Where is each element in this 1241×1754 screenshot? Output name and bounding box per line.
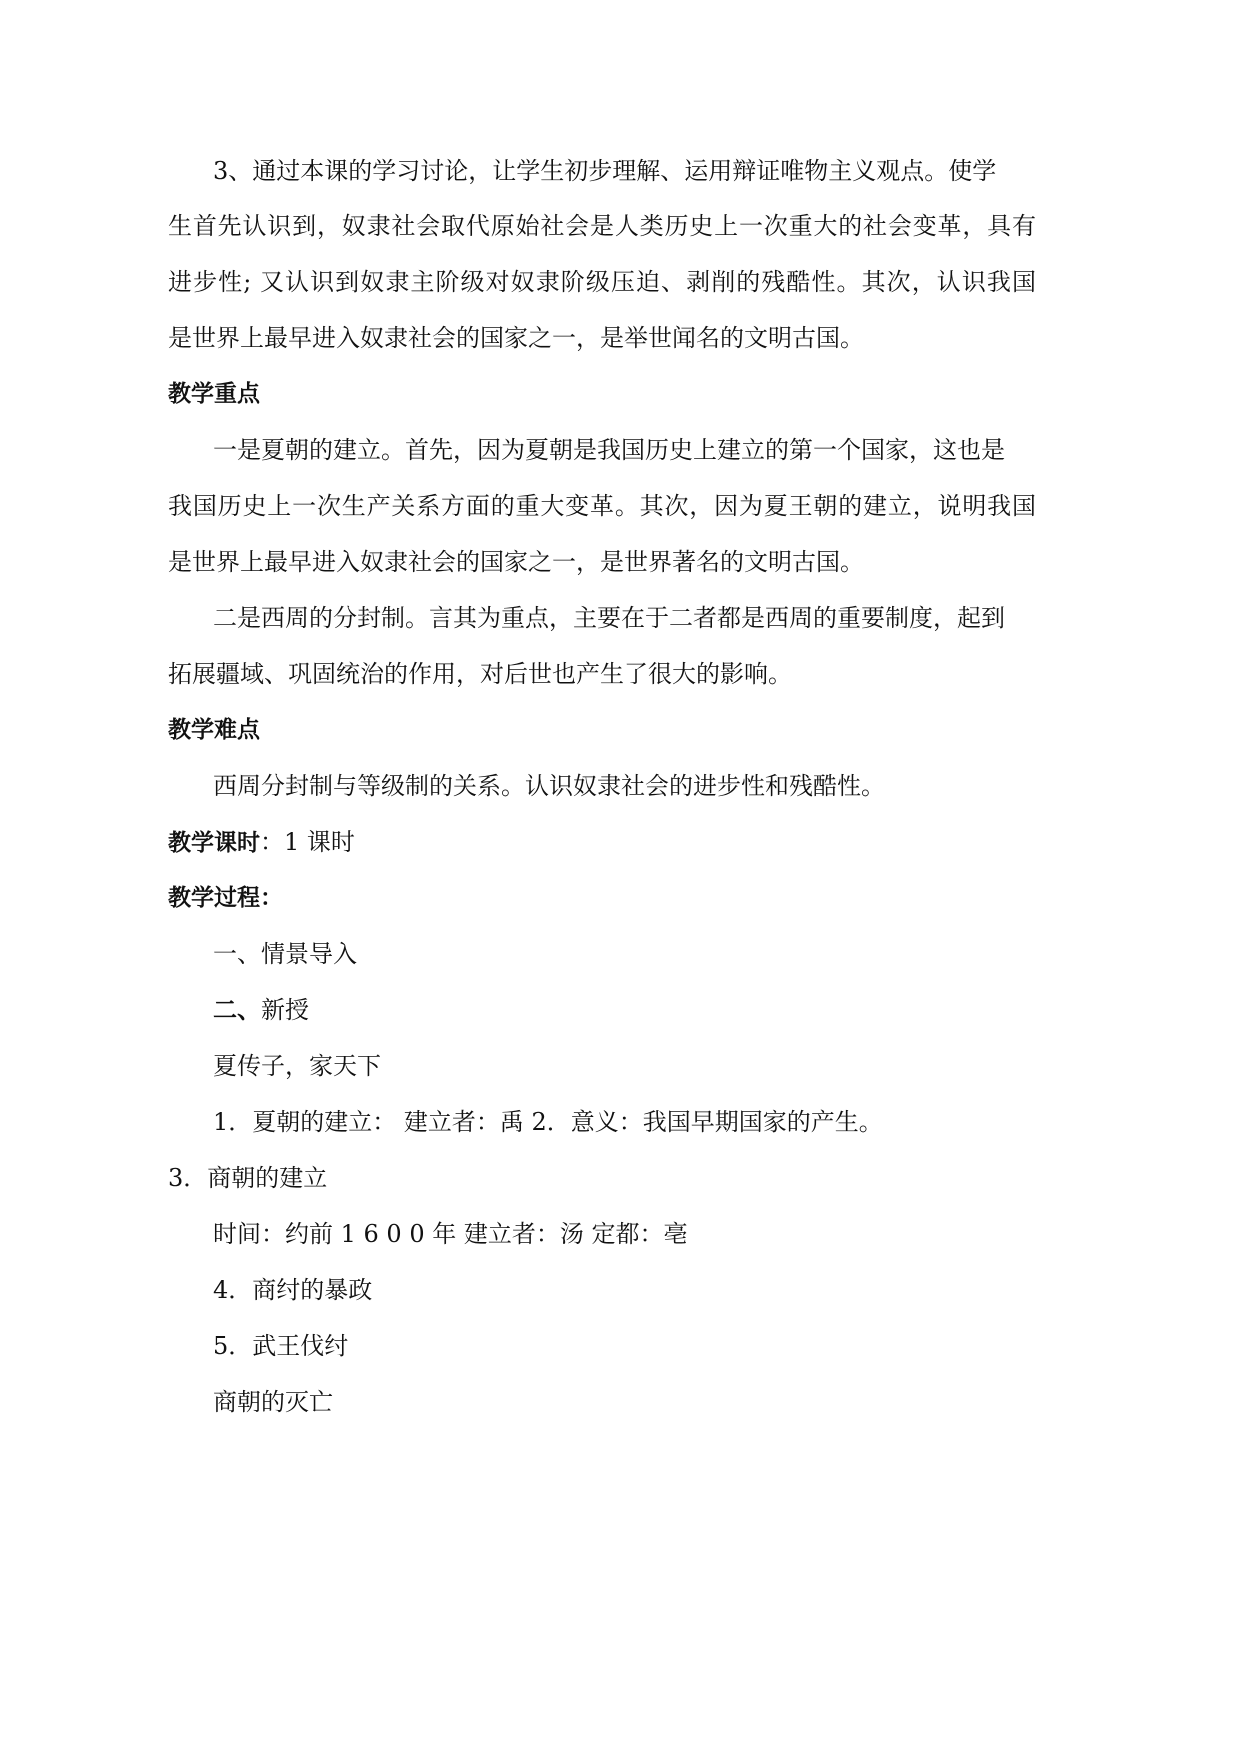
process-subtitle: 夏传子，家天下 — [213, 1052, 381, 1080]
key-point-1-line-2: 我国历史上一次生产关系方面的重大变革。其次，因为夏王朝的建立，说明我国 — [168, 492, 1036, 520]
key-point-1-line-1: 一是夏朝的建立。首先，因为夏朝是我国历史上建立的第一个国家，这也是 — [213, 436, 1005, 464]
key-point-1-line-3: 是世界上最早进入奴隶社会的国家之一，是世界著名的文明古国。 — [168, 548, 864, 576]
process-point-1: 1．夏朝的建立： 建立者：禹 2．意义：我国早期国家的产生。 — [213, 1108, 883, 1136]
key-points-heading: 教学重点 — [168, 381, 260, 407]
process-item-1: 一、情景导入 — [213, 940, 357, 968]
key-point-2-line-1: 二是西周的分封制。言其为重点，主要在于二者都是西周的重要制度，起到 — [213, 604, 1005, 632]
key-point-2-line-2: 拓展疆域、巩固统治的作用，对后世也产生了很大的影响。 — [168, 660, 792, 688]
process-heading: 教学过程： — [168, 885, 283, 911]
process-point-4: 4．商纣的暴政 — [213, 1276, 373, 1304]
intro-line-3: 进步性; 又认识到奴隶主阶级对奴隶阶级压迫、剥削的残酷性。其次，认识我国 — [168, 268, 1036, 296]
class-hours — [168, 827, 355, 858]
process-point-5: 5．武王伐纣 — [213, 1332, 349, 1360]
class-hours-value: ：1 课时 — [260, 828, 355, 856]
process-item-2-text: 新授 — [261, 996, 309, 1024]
difficulties-text: 西周分封制与等级制的关系。认识奴隶社会的进步性和残酷性。 — [213, 772, 885, 800]
class-hours-label: 教学课时 — [168, 830, 260, 856]
intro-line-4: 是世界上最早进入奴隶社会的国家之一，是举世闻名的文明古国。 — [168, 324, 864, 352]
process-point-3-detail: 时间：约前 1 6 0 0 年 建立者：汤 定都：亳 — [213, 1220, 688, 1248]
process-item-2 — [213, 995, 309, 1025]
intro-line-1: 3、通过本课的学习讨论，让学生初步理解、运用辩证唯物主义观点。使学 — [213, 157, 997, 185]
difficulties-heading: 教学难点 — [168, 717, 260, 743]
process-item-2-prefix: 二、 — [213, 996, 261, 1024]
process-ending: 商朝的灭亡 — [213, 1388, 333, 1416]
process-point-3: 3．商朝的建立 — [168, 1164, 328, 1192]
intro-line-2: 生首先认识到，奴隶社会取代原始社会是人类历史上一次重大的社会变革，具有 — [168, 212, 1036, 240]
